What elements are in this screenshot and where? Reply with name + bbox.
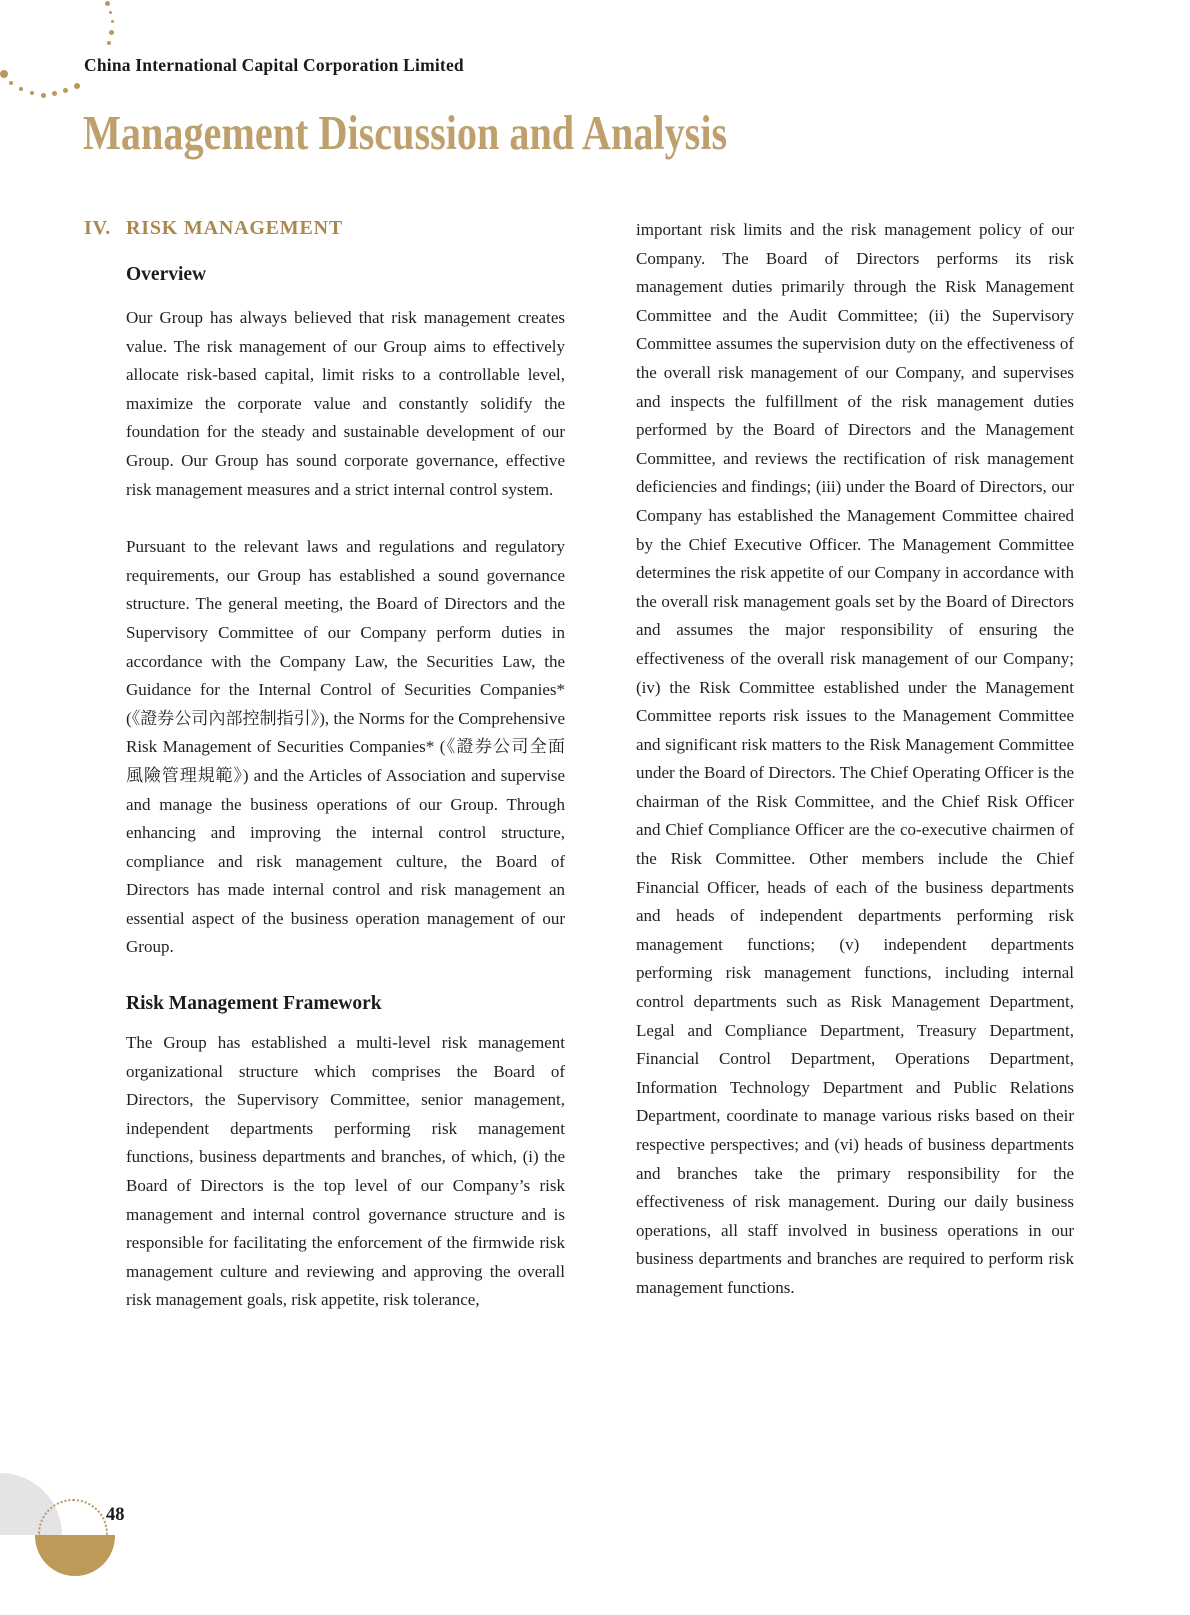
- dot-decoration: [19, 87, 23, 91]
- right-column: [636, 216, 1074, 1315]
- gold-semicircle-decoration: [35, 1535, 115, 1576]
- page-body: [84, 216, 1074, 1315]
- section-heading: [84, 216, 565, 240]
- subheading-framework: Risk Management Framework: [126, 993, 382, 1015]
- company-name: China International Capital Corporation Limited: [84, 55, 464, 75]
- dot-decoration: [111, 20, 114, 23]
- page-number: 48: [106, 1505, 125, 1525]
- subheading-overview: Overview: [126, 264, 207, 285]
- dot-decoration: [74, 83, 80, 89]
- paragraph-framework: The Group has established a multi-level risk management organizational structure which comprises the Board of Directors, the Supervisory Committee, senior management, independent departments performing risk management functions, business departments and branches, of which, (i) the Board of Directors is the top level of our Company’s risk management and internal control governance structure and is responsible for facilitating the enforcement of the firmwide risk management culture and reviewing and approving the overall risk management goals, risk appetite, risk tolerance,: [126, 1033, 565, 1310]
- dot-decoration: [0, 70, 8, 78]
- paragraph-overview: Our Group has always believed that risk management creates value. The risk management of our Group aims to effectively allocate risk-based capital, limit risks to a controllable level, maximize the corporate value and constantly solidify the foundation for the steady and sustainable development of our Group. Our Group has sound corporate governance, effective risk management measures and a strict internal control system.: [126, 308, 565, 499]
- dot-decoration: [30, 91, 34, 95]
- dot-decoration: [105, 1, 110, 6]
- dot-decoration: [107, 41, 111, 45]
- dot-decoration: [109, 30, 114, 35]
- dot-decoration: [41, 93, 46, 98]
- left-column: [84, 216, 565, 1315]
- dot-decoration: [9, 81, 13, 85]
- dot-decoration: [52, 91, 57, 96]
- section-number: IV.: [84, 217, 112, 239]
- section-title: RISK MANAGEMENT: [126, 217, 344, 239]
- paragraph-governance: Pursuant to the relevant laws and regulations and regulatory requirements, our Group has established a sound governance structure. The general meeting, the Board of Directors and the Supervisory Committee of our Company perform duties in accordance with the Company Law, the Securities Law, the Guidance for the Internal Control of Securities Companies* (《證券公司內部控制指引》), the Norms for the Comprehensive Risk Management of Securities Companies* (《證券公司全面風險管理規範》) and the Articles of Association and supervise and manage the business operations of our Group. Through enhancing and improving the internal control structure, compliance and risk management culture, the Board of Directors has made internal control and risk management an essential aspect of the business operation management of our Group.: [126, 537, 565, 957]
- page-title: Management Discussion and Analysis: [83, 105, 728, 160]
- dot-decoration: [63, 88, 68, 93]
- dot-decoration: [109, 11, 112, 14]
- paragraph-continuation: important risk limits and the risk management policy of our Company. The Board of Directors performs its risk management duties primarily through the Risk Management Committee and the Audit Committee; (ii) the Supervisory Committee assumes the supervision duty on the effectiveness of the overall risk management of our Company, and supervises and inspects the fulfillment of the risk management duties performed by the Board of Directors and the Management Committee, and reviews the rectification of risk management deficiencies and findings; (iii) under the Board of Directors, our Company has established the Management Committee chaired by the Chief Executive Officer. The Management Committee determines the risk appetite of our Company in accordance with the overall risk management goals set by the Board of Directors and assumes the major responsibility of ensuring the effectiveness of the overall risk management of our Company; (iv) the Risk Committee established under the Management Committee reports risk issues to the Management Committee and significant risk matters to the Risk Management Committee under the Board of Directors. The Chief Operating Officer is the chairman of the Risk Committee, and the Chief Risk Officer and Chief Compliance Officer are the co-executive chairmen of the Risk Committee. Other members include the Chief Financial Officer, heads of each of the business departments and heads of independent departments performing risk management functions; (v) independent departments performing risk management functions, including internal control departments such as Risk Management Department, Legal and Compliance Department, Treasury Department, Financial Control Department, Operations Department, Information Technology Department and Public Relations Department, coordinate to manage various risks based on their respective perspectives; and (vi) heads of business departments and branches take the primary responsibility for the effectiveness of risk management. During our daily business operations, all staff involved in business operations in our business departments and branches are required to perform risk management functions.: [636, 220, 1074, 1297]
